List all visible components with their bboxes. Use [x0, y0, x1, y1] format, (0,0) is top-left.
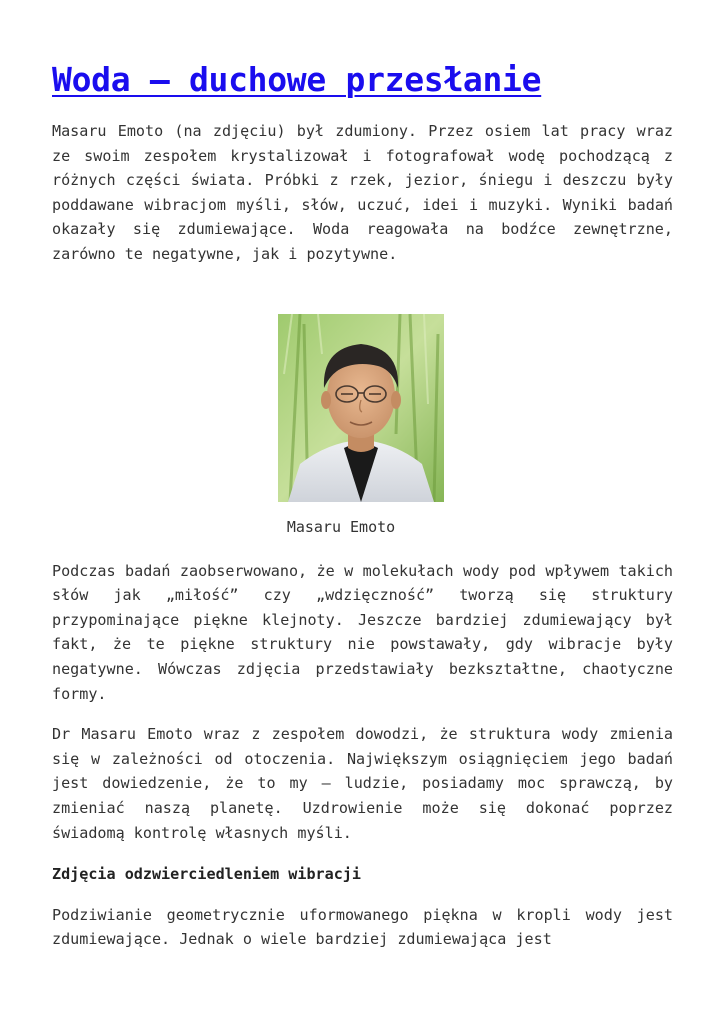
- article-title-link[interactable]: Woda – duchowe przesłanie: [52, 60, 542, 99]
- photo-caption: Masaru Emoto: [286, 517, 396, 536]
- article-paragraph-intro: Masaru Emoto (na zdjęciu) był zdumiony. Przez osiem lat pracy wraz ze swoim zespołem krystalizował i fotografował wodę pochodzącą z różnych części świata. Próbki z rzek, jezior, śniegu i deszczu były poddawane wibracjom myśli, słów, uczuć, idei i muzyki. Wyniki badań okazały się zdumiewające. Woda reagowała na bodźce zewnętrzne, zarówno te negatywne, jak i pozytywne.: [52, 122, 673, 263]
- masaru-emoto-photo: [278, 314, 444, 502]
- photo-figure: [52, 314, 673, 539]
- article-paragraph-observations: Podczas badań zaobserwowano, że w molekułach wody pod wpływem takich słów jak „miłość” czy „wdzięczność” tworzą się struktury przypominające piękne klejnoty. Jeszcze bardziej zdumiewający był fakt, że te piękne struktury nie powstawały, gdy wibracje były negatywne. Wówczas zdjęcia przedstawiały bezkształtne, chaotyczne formy.: [52, 561, 673, 703]
- section-subheading: Zdjęcia odzwierciedleniem wibracji: [52, 865, 361, 884]
- article-paragraph-beauty: Podziwianie geometrycznie uformowanego piękna w kropli wody jest zdumiewające. Jednak o wiele bardziej zdumiewająca jest: [52, 905, 673, 949]
- article: [52, 52, 673, 952]
- article-paragraph-conclusions: Dr Masaru Emoto wraz z zespołem dowodzi, że struktura wody zmienia się w zależności od otoczenia. Największym osiągnięciem jego badań jest dowiedzenie, że to my – ludzie, posiadamy moc sprawczą, by zmieniać naszą planetę. Uzdrowienie może się dokonać poprzez świadomą kontrolę własnych myśli.: [52, 725, 673, 842]
